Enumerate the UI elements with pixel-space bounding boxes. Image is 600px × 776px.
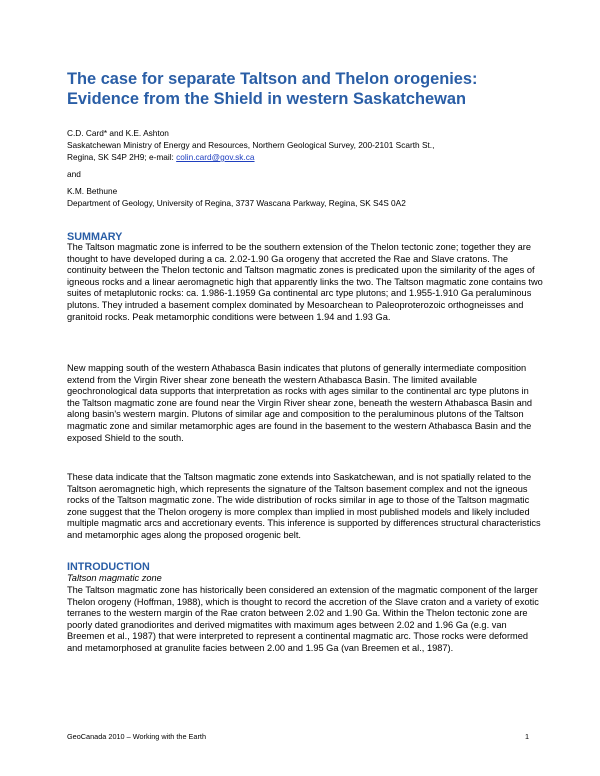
affiliation-1-line-1: Saskatchewan Ministry of Energy and Resources, Northern Geological Survey, 200-2101 Scarth St., xyxy=(67,140,435,150)
summary-heading: SUMMARY xyxy=(67,231,123,243)
summary-paragraph-1: The Taltson magmatic zone is inferred to be the southern extension of the Thelon tectonic zone; together they are thought to have developed during a ca. 2.02-1.90 Ga orogeny that accreted the Rae and Slave cratons. The continuity between the Thelon tectonic and Taltson magmatic zones is predicated upon the similarity of the ages of igneous rocks and a linear aeromagnetic high that apparently links the two. The Taltson magmatic zone contains two suites of metaplutonic rocks: ca. 1.986-1.1959 Ga continental arc type plutons; and 1.955-1.910 Ga peraluminous plutons. They intruded a basement complex dominated by Mesoarchean to Paleoproterozoic orthogneisses and granitoid rocks. Peak metamorphic conditions were between 1.94 and 1.93 Ga. xyxy=(67,242,543,322)
footer-page-number: 1 xyxy=(525,732,530,741)
title-line-1: The case for separate Taltson and Thelon orogenies: xyxy=(67,70,478,88)
footer-conference: GeoCanada 2010 – Working with the Earth xyxy=(67,732,206,741)
introduction-paragraph-1: The Taltson magmatic zone has historically been considered an extension of the magmatic component of the larger Thelon orogeny (Hoffman, 1988), which is thought to record the accretion of the Slave craton and a variety of exotic terranes to the western margin of the Rae craton between 2.02 and 1.90 Ga. Within the Thelon tectonic zone are poorly dated granodiorites and derived migmatites with maximum ages between 2.02 and 1.96 Ga (e.g. van Breemen et al., 1987) that were interpreted to represent a continental magmatic arc. Those rocks were deformed and metamorphosed at granulite facies between 2.00 and 1.95 Ga (van Breemen et al., 1987). xyxy=(67,585,539,653)
paper-title xyxy=(67,69,547,109)
introduction-heading: INTRODUCTION xyxy=(67,561,150,573)
affiliation-1-line-2 xyxy=(67,151,547,163)
summary-paragraph-2: New mapping south of the western Athabasca Basin indicates that plutons of generally intermediate composition extend from the Virgin River shear zone beneath the western Athabasca Basin. The limited available geochronological data supports that interpretation as rocks with ages similar to the continental arc type plutons in the Taltson magmatic zone are found near the Virgin River shear zone, beneath the western Athabasca Basin and along basin's western margin. Plutons of similar age and composition to the peraluminous plutons of the Taltson magmatic zone and similar metamorphic ages are found in the basement to the western Athabasca Basin and the exposed Shield to the south. xyxy=(67,363,533,443)
and-separator: and xyxy=(67,169,81,179)
affiliation-1-address: Regina, SK S4P 2H9; e-mail: xyxy=(67,152,177,162)
summary-paragraph-3: These data indicate that the Taltson magmatic zone extends into Saskatchewan, and is not spatially related to the Taltson aeromagnetic high, which represents the signature of the Taltson basement complex and not the igneous rocks of the Taltson magmatic zone. The wide distribution of rocks similar in age to those of the Taltson magmatic zone suggest that the Thelon orogeny is more complex than implied in most published models and likely included multiple magmatic arcs and accretionary events. This inference is supported by differences structural characteristics and metamorphic ages along the proposed orogenic belt. xyxy=(67,472,541,540)
email-link[interactable]: colin.card@gov.sk.ca xyxy=(176,152,255,162)
author-block xyxy=(67,127,547,209)
author-names-2: K.M. Bethune xyxy=(67,186,118,196)
affiliation-2: Department of Geology, University of Regina, 3737 Wascana Parkway, Regina, SK S4S 0A2 xyxy=(67,198,406,208)
title-line-2: Evidence from the Shield in western Saskatchewan xyxy=(67,90,466,108)
author-names-1: C.D. Card* and K.E. Ashton xyxy=(67,128,169,138)
introduction-subheading: Taltson magmatic zone xyxy=(67,573,162,583)
